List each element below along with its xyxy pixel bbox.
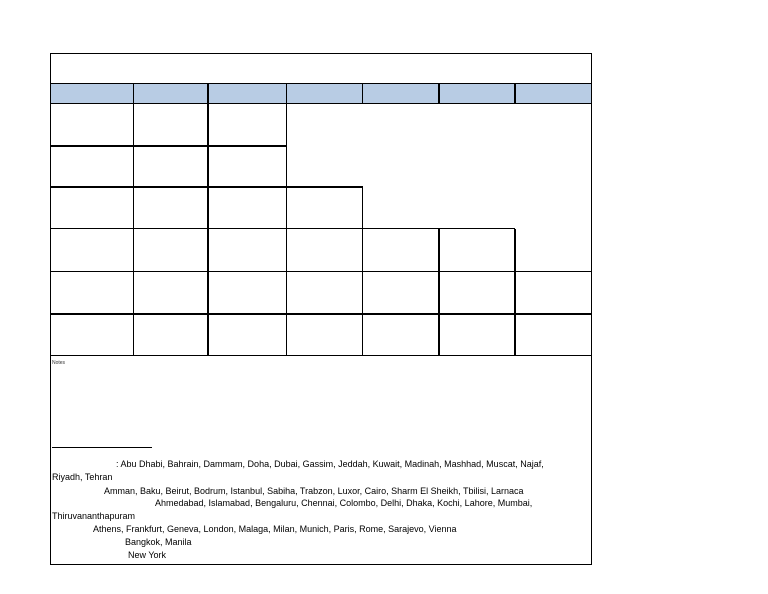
footnote-rule <box>52 447 152 448</box>
col-divider <box>362 187 363 356</box>
header-row <box>51 84 591 103</box>
footnote-line: Athens, Frankfurt, Geneva, London, Malaga, Milan, Munich, Paris, Rome, Sarajevo, Vienna <box>93 524 457 534</box>
header-col-divider <box>438 84 440 104</box>
row-divider <box>51 228 515 229</box>
header-col-divider <box>362 84 363 104</box>
footnote-line: Ahmedabad, Islamabad, Bengaluru, Chennai, Colombo, Delhi, Dhaka, Kochi, Lahore, Mumbai, <box>155 498 533 508</box>
footnote-line: New York <box>128 550 167 560</box>
col-divider <box>438 229 440 356</box>
notes-label: Notes <box>52 360 66 366</box>
col-divider <box>514 229 516 356</box>
row-divider <box>51 355 591 356</box>
footnote-line: : Abu Dhabi, Bahrain, Dammam, Doha, Dubai, Gassim, Jeddah, Kuwait, Madinah, Mashhad, Muscat, Najaf, <box>116 459 544 469</box>
row-divider <box>51 313 591 315</box>
header-col-divider <box>286 84 287 104</box>
row-divider <box>51 145 287 147</box>
header-col-divider <box>133 84 134 104</box>
col-divider <box>207 104 209 356</box>
footnote-line: Bangkok, Manila <box>125 537 192 547</box>
footnote-line: Riyadh, Tehran <box>52 472 113 482</box>
footnote-line: Amman, Baku, Beirut, Bodrum, Istanbul, Sabiha, Trabzon, Luxor, Cairo, Sharm El Sheikh, Tbilisi, Larnaca <box>104 486 524 496</box>
header-col-divider <box>514 84 516 104</box>
header-col-divider <box>207 84 209 104</box>
col-divider <box>133 104 134 356</box>
footnote-line: Thiruvananthapuram <box>52 511 136 521</box>
col-divider <box>286 104 287 356</box>
header-row-divider <box>51 103 591 104</box>
row-divider <box>51 271 591 272</box>
